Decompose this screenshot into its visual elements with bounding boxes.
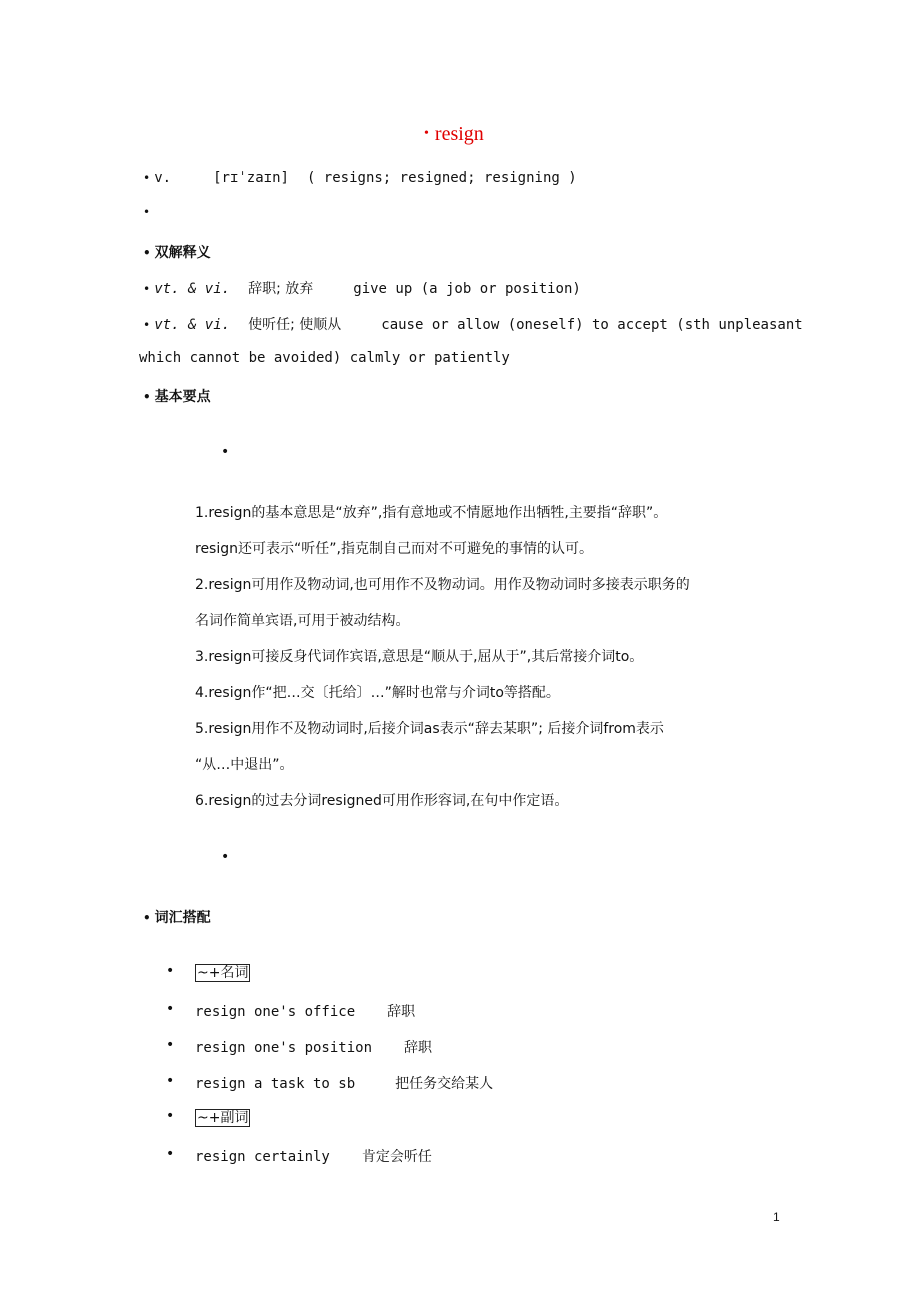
bullet-icon: •: [143, 911, 151, 925]
key-point-line: 名词作简单宾语,可用于被动结构。: [195, 613, 410, 629]
key-point-line: 5.resign用作不及物动词时,后接介词as表示“辞去某职”; 后接介词from表示: [195, 721, 664, 737]
collocation-entry: [195, 1073, 493, 1093]
key-point-line: 4.resign作“把…交〔托给〕…”解时也常与介词to等搭配。: [195, 685, 560, 701]
bullet-icon: •: [143, 390, 151, 404]
group-header-text: ~+副词: [197, 1110, 249, 1126]
section-heading-key-points: [143, 386, 211, 406]
key-point-line: resign还可表示“听任”,指克制自己而对不可避免的事情的认可。: [195, 541, 593, 557]
sense-en-line1: cause or allow (oneself) to accept (sth unpleasant: [381, 317, 803, 333]
bullet-icon: •: [166, 963, 175, 979]
key-point-line: 2.resign可用作及物动词,也可用作不及物动词。用作及物动词时多接表示职务的: [195, 577, 690, 593]
headword: resign: [434, 123, 484, 145]
key-point-line: 6.resign的过去分词resigned可用作形容词,在句中作定语。: [195, 793, 569, 809]
bullet-icon: •: [424, 126, 429, 141]
key-point-line: “从…中退出”。: [195, 757, 294, 773]
key-point-line: 3.resign可接反身代词作宾语,意思是“顺从于,屈从于”,其后常接介词to。: [195, 649, 644, 665]
page-number: 1: [773, 1210, 780, 1224]
empty-bullet: •: [221, 849, 230, 865]
word-forms: ( resigns; resigned; resigning ): [306, 170, 577, 186]
pos-line: [143, 170, 577, 186]
collocation-en: resign a task to sb: [195, 1076, 356, 1092]
heading-text: 词汇搭配: [154, 910, 211, 926]
collocation-entry: [195, 1146, 432, 1166]
collocation-en: resign one's position: [195, 1040, 373, 1056]
collocation-group-header: [195, 962, 250, 982]
collocation-cn: 辞职: [387, 1004, 416, 1020]
bullet-icon: •: [143, 282, 151, 296]
collocation-cn: 辞职: [404, 1040, 433, 1056]
heading-text: 双解释义: [154, 245, 211, 261]
key-point-line: 1.resign的基本意思是“放弃”,指有意地或不情愿地作出牺牲,主要指“辞职”。: [195, 505, 668, 521]
empty-bullet: •: [143, 205, 151, 219]
sense-pos: vt. & vi.: [154, 281, 231, 297]
bullet-icon: •: [143, 246, 151, 260]
part-of-speech: v.: [154, 170, 172, 186]
definition-sense-1: [143, 278, 581, 298]
sense-en-line2: which cannot be avoided) calmly or patiently: [139, 350, 510, 366]
bullet-icon: •: [166, 1001, 175, 1017]
collocation-entry: [195, 1037, 432, 1057]
bullet-icon: •: [166, 1108, 175, 1124]
page-title: [424, 123, 484, 146]
sense-pos: vt. & vi.: [154, 317, 231, 333]
collocation-entry: [195, 1001, 415, 1021]
sense-cn: 使听任; 使顺从: [248, 317, 342, 333]
phonetic: [rɪˈzaɪn]: [213, 170, 289, 186]
empty-bullet: •: [221, 444, 230, 460]
collocation-en: resign one's office: [195, 1004, 356, 1020]
section-heading-collocations: [143, 907, 211, 927]
definition-sense-2: [143, 314, 803, 334]
collocation-cn: 肯定会听任: [361, 1149, 432, 1165]
section-heading-dual-definition: [143, 242, 211, 262]
collocation-cn: 把任务交给某人: [395, 1076, 494, 1092]
bullet-icon: •: [166, 1146, 175, 1162]
bullet-icon: •: [143, 171, 151, 185]
bullet-icon: •: [166, 1073, 175, 1089]
collocation-en: resign certainly: [195, 1149, 330, 1165]
bullet-icon: •: [166, 1037, 175, 1053]
bullet-icon: •: [143, 318, 151, 332]
sense-en: give up (a job or position): [353, 281, 581, 297]
sense-cn: 辞职; 放弃: [248, 281, 314, 297]
heading-text: 基本要点: [154, 389, 211, 405]
group-header-text: ~+名词: [197, 965, 249, 981]
collocation-group-header: [195, 1107, 250, 1127]
